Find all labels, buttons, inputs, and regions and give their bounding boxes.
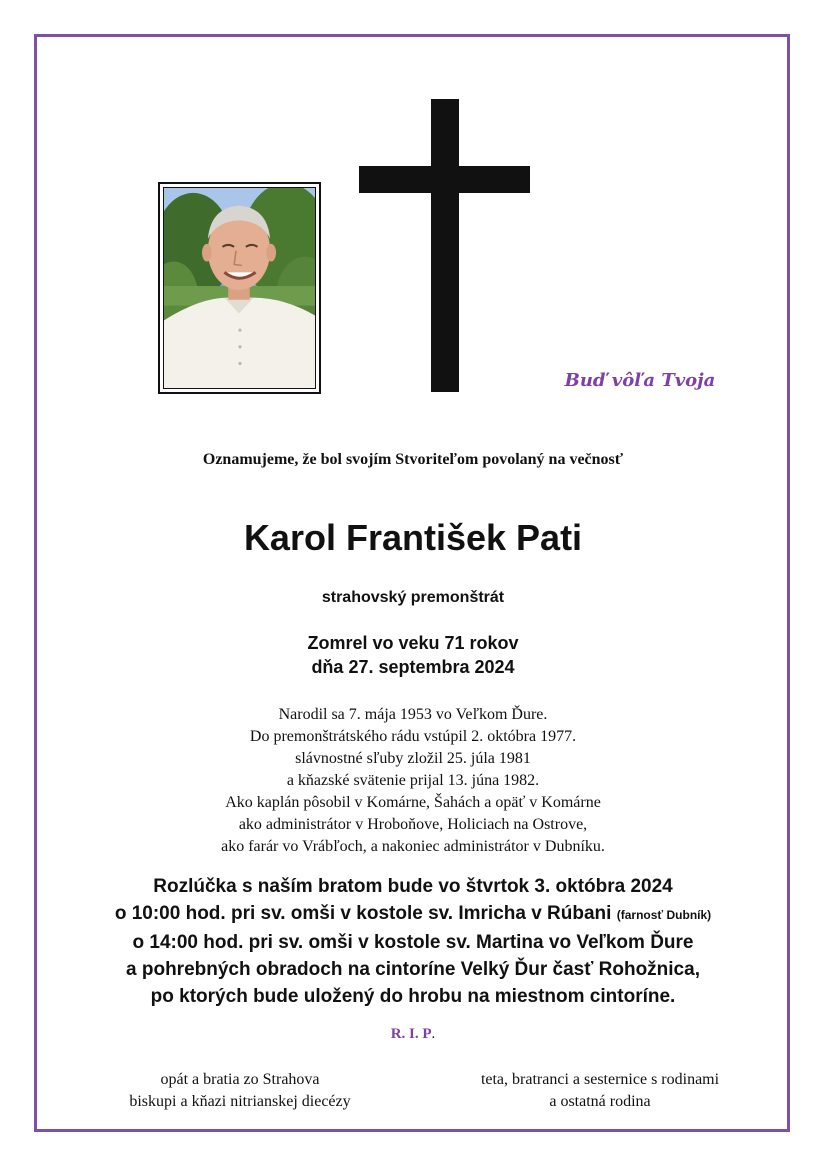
mass-rubaň: o 10:00 hod. pri sv. omši v kostole sv. Imricha v Rúbani <box>114 903 612 924</box>
age-at-death: Zomrel vo veku 71 rokov <box>307 633 519 653</box>
mourner-line: teta, bratranci a sesternice s rodinami <box>480 1071 720 1088</box>
funeral-line: po ktorých bude uložený do hrobu na miestnom cintoríne. <box>150 986 676 1007</box>
rip-text: R. I. P <box>390 1026 432 1042</box>
biography <box>0 704 826 858</box>
mourner-line: opát a bratia zo Strahova <box>160 1071 320 1088</box>
deceased-name: Karol František Pati <box>243 517 583 558</box>
portrait-image <box>164 188 315 388</box>
biography-line: Do premonštrátského rádu vstúpil 2. októbra 1977. <box>249 728 577 745</box>
biography-line: ako farár vo Vrábľoch, a nakoniec administrátor v Dubníku. <box>221 838 605 855</box>
announcement: Oznamujeme, že bol svojím Stvoriteľom povolaný na večnosť <box>202 451 624 468</box>
funeral-line: a pohrebných obradoch na cintoríne Velký Ďur časť Rohožnica, <box>126 959 700 980</box>
rip-period: . <box>431 1026 436 1042</box>
mourner-line: a ostatná rodina <box>549 1093 651 1110</box>
funeral-details <box>0 873 826 1010</box>
funeral-line: Rozlúčka s naším bratom bude vo štvrtok 3. októbra 2024 <box>153 876 673 897</box>
religious-order: strahovský premonštrát <box>321 589 505 606</box>
biography-line: slávnostné sľuby zložil 25. júla 1981 <box>295 750 531 767</box>
date-of-death: dňa 27. septembra 2024 <box>311 657 515 677</box>
mourner-line: biskupi a kňazi nitrianskej diecézy <box>129 1093 351 1110</box>
mourners-right <box>440 1069 760 1113</box>
cross-vertical-beam <box>431 99 459 392</box>
parish-note: (farnosť Dubník) <box>616 908 712 922</box>
biography-line: Ako kaplán pôsobil v Komárne, Šahách a opäť v Komárne <box>225 794 601 811</box>
cross-horizontal-beam <box>359 166 530 193</box>
rip <box>0 1026 826 1043</box>
biography-line: a kňazské svätenie prijal 13. júna 1982. <box>286 772 540 789</box>
mourners-left <box>90 1069 390 1113</box>
funeral-line <box>0 900 826 929</box>
motto: Buď vôľa Tvoja <box>564 370 716 391</box>
portrait-photo <box>158 182 321 394</box>
biography-line: ako administrátor v Hroboňove, Holiciach na Ostrove, <box>238 816 588 833</box>
biography-line: Narodil sa 7. mája 1953 vo Veľkom Ďure. <box>278 706 548 723</box>
funeral-line: o 14:00 hod. pri sv. omši v kostole sv. Martina vo Veľkom Ďure <box>132 932 694 953</box>
